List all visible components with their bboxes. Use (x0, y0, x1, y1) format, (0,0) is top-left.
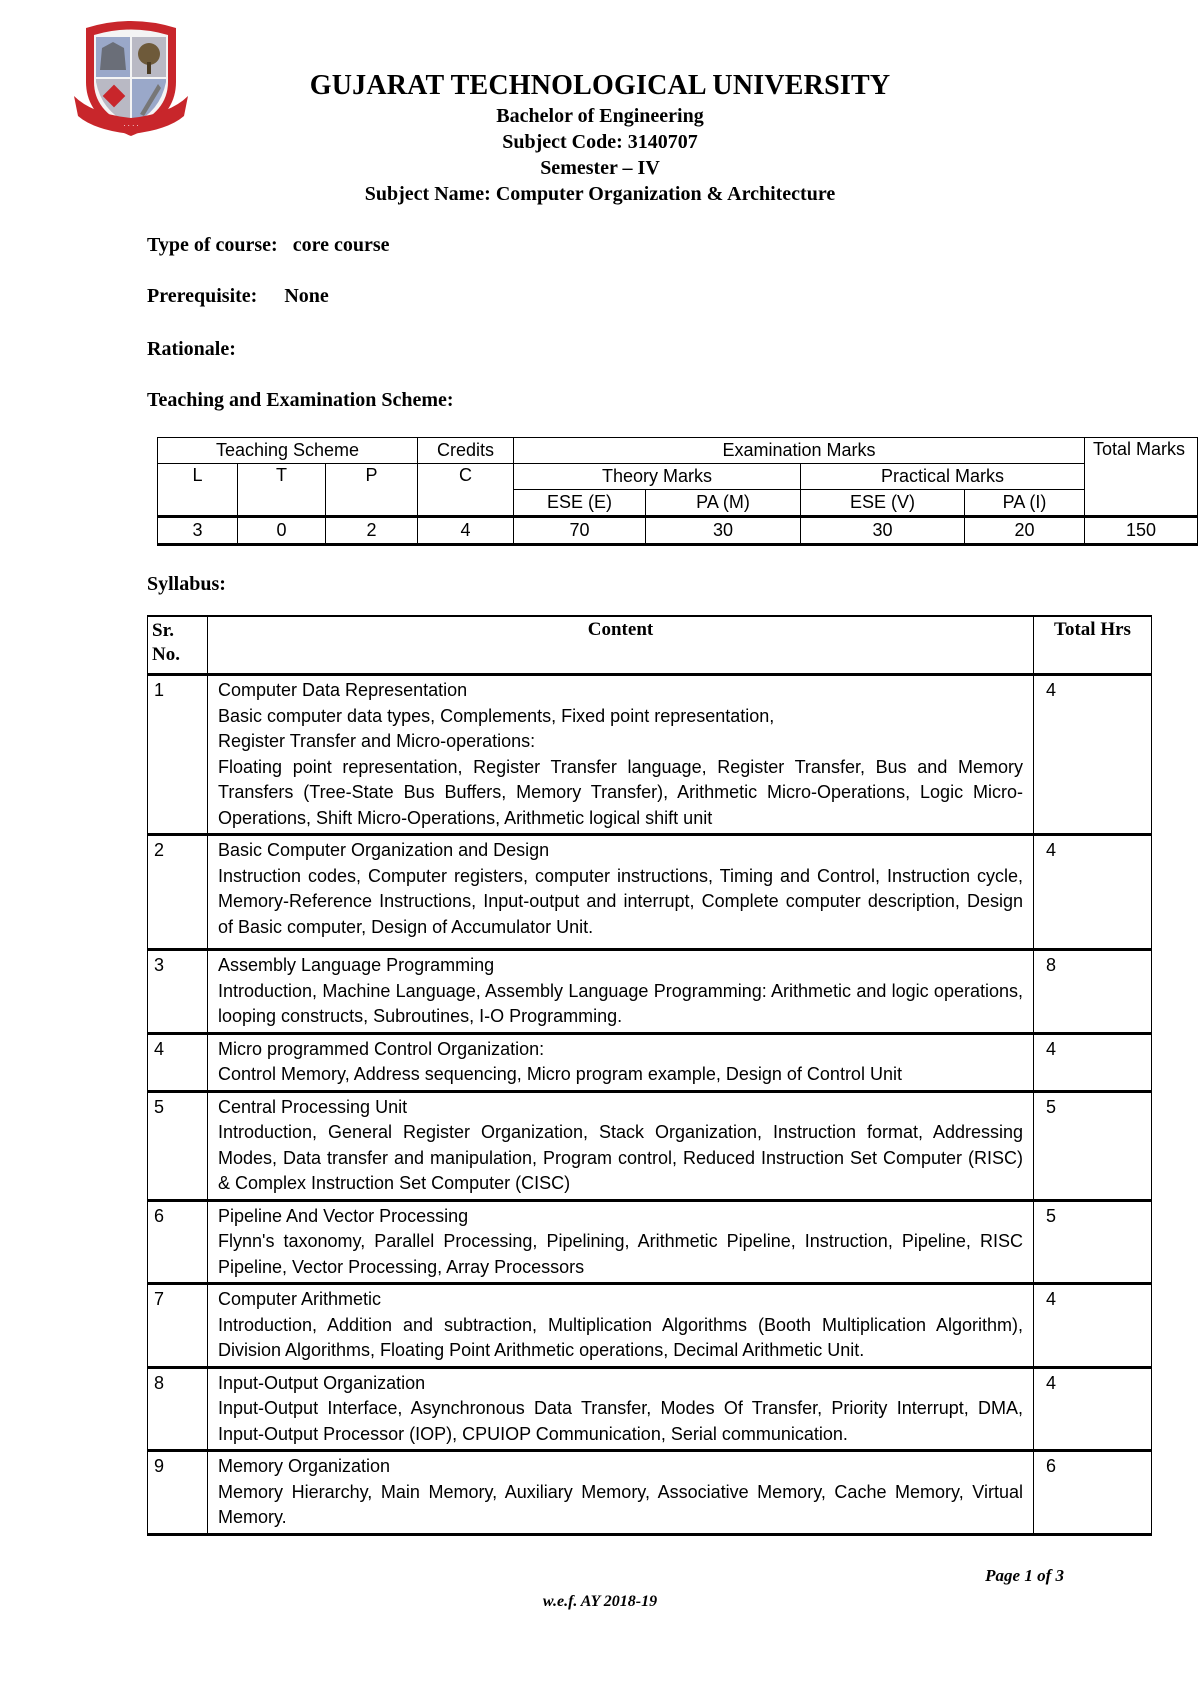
content-header: Content (208, 616, 1034, 675)
teaching-scheme-header: Teaching Scheme (158, 438, 418, 464)
tutorial-value: 0 (238, 517, 326, 545)
row-content (208, 1367, 1034, 1451)
pa-i-header: PA (I) (965, 490, 1085, 517)
subject-name: Subject Name: Computer Organization & Architecture (364, 183, 836, 205)
prerequisite-value: None (284, 285, 329, 307)
row-topic: Computer Data Representation (218, 680, 468, 700)
row-desc: Introduction, Machine Language, Assembly Language Programming: Arithmetic and logic operations, looping constructs, Subroutines, I-O Programming. (218, 980, 1023, 1026)
row-topic-2: Register Transfer and Micro-operations: (218, 731, 536, 751)
scheme-table (157, 437, 1198, 546)
row-topic: Central Processing Unit (218, 1096, 408, 1117)
row-hrs: 4 (1034, 1284, 1152, 1368)
scheme-title: Teaching and Examination Scheme: (147, 389, 454, 411)
syllabus-row (148, 1033, 1152, 1091)
semester: Semester – IV (540, 157, 660, 179)
row-hrs: 5 (1034, 1091, 1152, 1200)
row-sr: 1 (148, 675, 208, 835)
row-content (208, 1284, 1034, 1368)
row-desc: Basic computer data types, Complements, Fixed point representation, (218, 705, 775, 726)
effective-year: w.e.f. AY 2018-19 (542, 1593, 658, 1610)
syllabus-row (148, 675, 1152, 835)
row-sr: 2 (148, 835, 208, 950)
syllabus-title: Syllabus: (147, 573, 226, 595)
course-type-value: core course (292, 234, 390, 256)
row-content (208, 675, 1034, 835)
row-hrs: 4 (1034, 1033, 1152, 1091)
row-sr: 7 (148, 1284, 208, 1368)
syllabus-row (148, 1367, 1152, 1451)
university-name: GUJARAT TECHNOLOGICAL UNIVERSITY (309, 70, 891, 101)
credit-header: C (418, 464, 514, 517)
row-desc: Introduction, Addition and subtraction, Multiplication Algorithms (Booth Multiplication Algorithm), Division Algorithms, Floating Point Arithmetic operations, Decimal Arithmetic Unit. (218, 1314, 1023, 1360)
row-desc: Flynn's taxonomy, Parallel Processing, Pipelining, Arithmetic Pipeline, Instruction, Pipeline, RISC Pipeline, Vector Processing, Array Processors (218, 1231, 1023, 1277)
row-topic: Pipeline And Vector Processing (218, 1205, 469, 1226)
lecture-value: 3 (158, 517, 238, 545)
credits-header: Credits (418, 438, 514, 464)
page-number: Page 1 of 3 (985, 1566, 1064, 1585)
row-hrs: 4 (1034, 1367, 1152, 1451)
subject-code: Subject Code: 3140707 (502, 131, 698, 153)
tutorial-header: T (238, 464, 326, 517)
syllabus-row (148, 1200, 1152, 1284)
row-desc: Memory Hierarchy, Main Memory, Auxiliary Memory, Associative Memory, Cache Memory, Virtual Memory. (218, 1481, 1023, 1527)
practical-header: P (326, 464, 418, 517)
svg-text:· · · ·: · · · · (123, 122, 139, 130)
syllabus-table (147, 615, 1152, 1536)
row-topic: Basic Computer Organization and Design (218, 840, 550, 860)
row-desc: Instruction codes, Computer registers, computer instructions, Timing and Control, Instruction cycle, Memory-Reference Instructions, Input-output and interrupt, Complete computer description, Design of Basic computer, Design of Accumulator Unit. (218, 865, 1023, 937)
pa-m-value: 30 (646, 517, 801, 545)
practical-marks-header: Practical Marks (801, 464, 1085, 490)
ese-e-value: 70 (514, 517, 646, 545)
row-content (208, 1451, 1034, 1535)
row-sr: 6 (148, 1200, 208, 1284)
row-desc-2: Floating point representation, Register Transfer language, Register Transfer, Bus and Memory Transfers (Tree-State Bus Buffers, Memory Transfer), Arithmetic Micro-Operations, Logic Micro-Operations, Shift Micro-Operations, Arithmetic logical shift unit (218, 756, 1023, 828)
syllabus-row (148, 1091, 1152, 1200)
lecture-header: L (158, 464, 238, 517)
credit-value: 4 (418, 517, 514, 545)
row-desc: Input-Output Interface, Asynchronous Data Transfer, Modes Of Transfer, Priority Interrupt, DMA, Input-Output Processor (IOP), CPUIOP Communication, Serial communication. (218, 1398, 1023, 1444)
total-hrs-header: Total Hrs (1034, 616, 1152, 675)
ese-e-header: ESE (E) (514, 490, 646, 517)
gtu-logo-icon (72, 18, 190, 144)
row-desc: Introduction, General Register Organization, Stack Organization, Instruction format, Addressing Modes, Data transfer and manipulation, Program control, Reduced Instruction Set Computer (RISC) & Complex Instruction Set Computer (CISC) (218, 1122, 1023, 1193)
total-marks-header: Total Marks (1085, 438, 1198, 517)
row-topic: Input-Output Organization (218, 1372, 426, 1393)
ese-v-header: ESE (V) (801, 490, 965, 517)
row-hrs: 4 (1034, 675, 1152, 835)
row-sr: 5 (148, 1091, 208, 1200)
course-type-label: Type of course: (147, 234, 278, 256)
syllabus-row (148, 1451, 1152, 1535)
row-topic: Micro programmed Control Organization: (218, 1038, 545, 1059)
course-type (147, 234, 390, 257)
total-marks-value: 150 (1085, 517, 1198, 545)
row-hrs: 8 (1034, 950, 1152, 1034)
row-topic: Computer Arithmetic (218, 1289, 382, 1309)
pa-m-header: PA (M) (646, 490, 801, 517)
prerequisite-label: Prerequisite: (147, 285, 258, 307)
row-topic: Assembly Language Programming (218, 955, 495, 975)
row-content (208, 1091, 1034, 1200)
syllabus-row (148, 950, 1152, 1034)
ese-v-value: 30 (801, 517, 965, 545)
row-content (208, 1033, 1034, 1091)
row-sr: 9 (148, 1451, 208, 1535)
row-sr: 8 (148, 1367, 208, 1451)
syllabus-row (148, 835, 1152, 950)
sr-no-header: Sr. No. (148, 616, 208, 675)
row-hrs: 5 (1034, 1200, 1152, 1284)
prerequisite (147, 285, 329, 308)
row-sr: 3 (148, 950, 208, 1034)
row-content (208, 1200, 1034, 1284)
pa-i-value: 20 (965, 517, 1085, 545)
row-desc: Control Memory, Address sequencing, Micro program example, Design of Control Unit (218, 1064, 902, 1084)
theory-marks-header: Theory Marks (514, 464, 801, 490)
rationale-label: Rationale: (147, 338, 236, 360)
row-hrs: 6 (1034, 1451, 1152, 1535)
row-sr: 4 (148, 1033, 208, 1091)
exam-marks-header: Examination Marks (514, 438, 1085, 464)
row-content (208, 835, 1034, 950)
practical-value: 2 (326, 517, 418, 545)
row-content (208, 950, 1034, 1034)
row-topic: Memory Organization (218, 1456, 391, 1476)
syllabus-row (148, 1284, 1152, 1368)
degree-name: Bachelor of Engineering (496, 105, 704, 127)
row-hrs: 4 (1034, 835, 1152, 950)
